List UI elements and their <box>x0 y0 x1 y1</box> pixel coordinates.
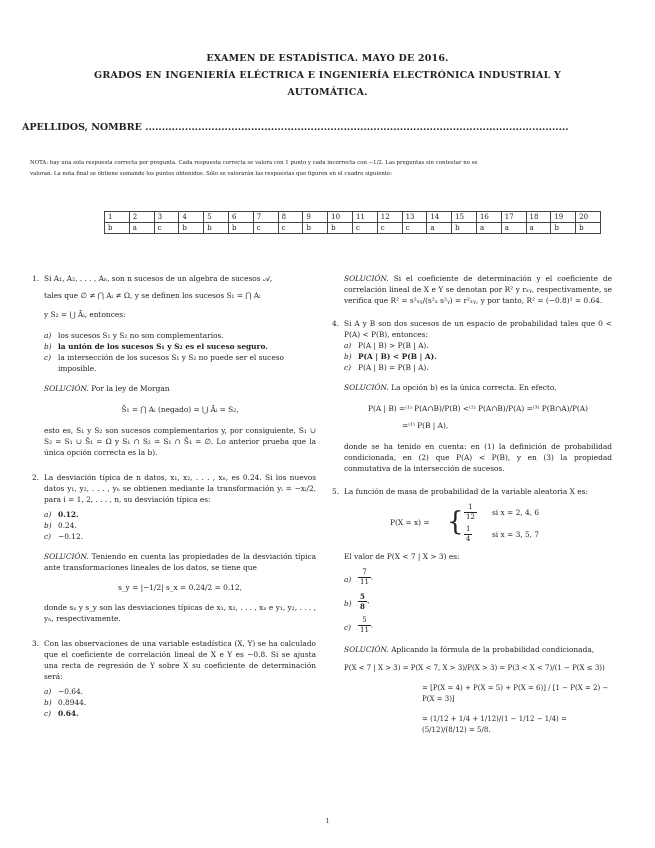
q2-solution-end: donde sₓ y s_y son las desviaciones típicas de x₁, x₂, . . . , xₙ e y₁, y₂, . . . , yₙ, respectivamente. <box>44 603 316 623</box>
q5-pmf-brace: { <box>447 507 464 537</box>
answer-cell[interactable]: b <box>179 223 204 234</box>
question-1 <box>32 273 316 458</box>
q5-number: 5. <box>332 487 340 496</box>
answer-cell[interactable]: c <box>377 223 402 234</box>
q5-formula-2: = [P(X = 4) + P(X = 5) + P(X = 6)] / [1 − P(X = 2) − P(X = 3)] <box>422 684 609 703</box>
q4-formula-1: P(A | B) =⁽¹⁾ P(A∩B)/P(B) <⁽²⁾ P(A∩B)/P(A) =⁽³⁾ P(B∩A)/P(A) <box>367 404 589 413</box>
answer-cell[interactable]: b <box>551 223 576 234</box>
q5-solution-text: Aplicando la fórmula de la probabilidad condicionada, <box>391 645 595 654</box>
q4-option-c[interactable]: c) P(A | B) = P(B | A). <box>344 363 429 372</box>
answer-cell[interactable]: c <box>402 223 427 234</box>
question-4 <box>332 318 612 474</box>
q1-option-b[interactable]: b) la unión de los sucesos S₁ y S₂ es el suceso seguro. <box>44 342 268 351</box>
q5-formula-1: P(X < 7 | X > 3) = P(X < 7, X > 3)/P(X > 3) = P(3 < X < 7)/(1 − P(X ≤ 3)) <box>344 664 605 672</box>
answer-number-cell: 11 <box>352 212 377 223</box>
q2-solution-text: Teniendo en cuenta las propiedades de la desviación típica ante transformaciones lineales de los datos, se tiene que <box>44 552 316 572</box>
q5-case2-cond: si x = 3, 5, 7 <box>492 530 540 539</box>
exam-degrees: GRADOS EN INGENIERÍA ELÉCTRICA E INGENIERÍA ELECTRÓNICA INDUSTRIAL Y <box>94 70 561 81</box>
answer-number-cell: 8 <box>278 212 303 223</box>
answer-cell[interactable]: a <box>476 223 501 234</box>
answer-cell[interactable]: a <box>427 223 452 234</box>
answer-cell[interactable]: b <box>328 223 353 234</box>
q5-pmf-lhs: P(X = x) = <box>390 518 430 527</box>
q2-formula: s_y = |−1/2| s_x = 0.24/2 = 0.12, <box>118 583 242 592</box>
answer-number-cell: 12 <box>377 212 402 223</box>
q2-solution <box>44 551 316 573</box>
q4-option-b[interactable]: b) P(A | B) < P(B | A). <box>344 352 437 361</box>
q4-solution <box>344 382 612 393</box>
q3-option-b[interactable]: b) 0.8944. <box>44 698 87 707</box>
q1-formula: S̄₁ = ⋂ Aᵢ (negado) = ⋃ Āᵢ = S₂, <box>121 405 239 414</box>
answer-cell[interactable]: a <box>526 223 551 234</box>
q1-stem-a: Si A₁, A₂, . . . , Aₙ, son n sucesos de un algebra de sucesos 𝒜, <box>44 274 273 283</box>
answer-cell[interactable]: b <box>452 223 477 234</box>
q1-option-c[interactable]: c) la intersección de los sucesos S₁ y S₂ no puede ser el suceso imposible. <box>44 353 284 373</box>
question-3 <box>32 638 316 719</box>
answer-number-cell: 2 <box>129 212 154 223</box>
q2-option-c[interactable]: c) −0.12. <box>44 532 83 541</box>
q5-option-a[interactable]: a) $\frac{7}{11}$ . <box>344 568 374 586</box>
q5-case2-frac: $\frac{1}{4}$ <box>466 525 471 543</box>
answer-number-cell: 7 <box>253 212 278 223</box>
note-line-2: valoran. La nota final se obtiene sumando los puntos obtenidos. Sólo se valorarán las respuestas que figuren en el cuadro siguiente: <box>30 171 393 177</box>
q4-number: 4. <box>332 319 340 328</box>
answer-cell[interactable]: a <box>129 223 154 234</box>
q4-option-a[interactable]: a) P(A | B) > P(B | A). <box>344 341 429 350</box>
right-column <box>332 273 612 736</box>
q3-option-c[interactable]: c) 0.64. <box>44 709 79 718</box>
q5-stem: La función de masa de probabilidad de la variable aleatoria X es: <box>344 487 588 496</box>
answer-number-cell: 9 <box>303 212 328 223</box>
answer-cell[interactable]: a <box>501 223 526 234</box>
q1-solution <box>44 383 316 394</box>
q1-solution-end: esto es, S₁ y S₂ son sucesos complementarios y, por consiguiente, S₁ ∪ S₂ = S₁ ∪ S̄₁ = Ω y S₁ ∩ S₂ = S₁ ∩ S̄₁ = ∅. Lo anterior prueba que la única opción correcta es la b). <box>44 426 316 457</box>
answer-cell[interactable]: b <box>303 223 328 234</box>
q4-formula-2: =⁽¹⁾ P(B | A), <box>402 421 449 430</box>
q5-formula-3: = (1/12 + 1/4 + 1/12)/(1 − 1/12 − 1/4) = (5/12)/(8/12) = 5/8. <box>422 715 567 734</box>
answer-cell[interactable]: c <box>253 223 278 234</box>
q5-case1-frac: $\frac{1}{12}$ <box>466 503 475 521</box>
q3-number: 3. <box>32 639 40 648</box>
q5-pmf <box>344 501 612 545</box>
q3-solution-label: SOLUCIÓN. <box>344 274 389 283</box>
answer-cell[interactable]: c <box>278 223 303 234</box>
answer-cell[interactable]: b <box>228 223 253 234</box>
q4-solution-text: La opción b) es la única correcta. En efecto, <box>391 383 557 392</box>
q2-stem: La desviación típica de n datos, x₁, x₂, . . . , xₙ, es 0.24. Si los nuevos datos y₁, y₂, . . . , yₙ se obtienen mediante la transformación yᵢ = −xᵢ/2, para i = 1, 2, . . . , n, su desviación típica es: <box>44 473 316 504</box>
answer-number-cell: 17 <box>501 212 526 223</box>
answer-number-cell: 18 <box>526 212 551 223</box>
answer-cell[interactable]: b <box>204 223 229 234</box>
q4-stem: Si A y B son dos sucesos de un espacio de probabilidad tales que 0 < P(A) < P(B), entonces: <box>344 319 612 339</box>
q3-stem: Con las observaciones de una variable estadística (X, Y) se ha calculado que el coeficiente de correlación lineal de X e Y es −0.8. Si se ajusta una recta de regresión de Y sobre X su coeficiente de determinación será: <box>44 639 316 681</box>
q3-solution <box>344 273 612 306</box>
answer-number-cell: 1 <box>105 212 130 223</box>
answer-number-cell: 19 <box>551 212 576 223</box>
q5-question: El valor de P(X < 7 | X > 3) es: <box>344 552 460 561</box>
q3-solution-text: Si el coeficiente de determinación y el coeficiente de correlación lineal de X e Y se denotan por R² y rₓᵧ, respectivamente, se verifica que R² = s²ₓᵧ/(s²ₓ s²ᵧ) = r²ₓᵧ, y por tanto, R² = (−0.8)² = 0.64. <box>344 274 612 305</box>
page-number: 1 <box>325 818 330 825</box>
q2-option-b[interactable]: b) 0.24. <box>44 521 77 530</box>
answer-cell[interactable]: b <box>576 223 601 234</box>
q5-solution-label: SOLUCIÓN. <box>344 645 389 654</box>
left-column <box>32 273 316 719</box>
name-line[interactable]: APELLIDOS, NOMBRE ................................................................................................................................ <box>22 122 569 133</box>
q2-option-a[interactable]: a) 0.12. <box>44 510 79 519</box>
q1-number: 1. <box>32 274 40 283</box>
q2-solution-label: SOLUCIÓN. <box>44 552 89 561</box>
answer-table <box>104 211 601 234</box>
answer-number-cell: 3 <box>154 212 179 223</box>
answer-number-cell: 10 <box>328 212 353 223</box>
answer-number-cell: 13 <box>402 212 427 223</box>
q1-option-a[interactable]: a) los sucesos S₁ y S₂ no son complementarios. <box>44 331 224 340</box>
q1-stem-b: tales que ∅ ≠ ⋂ Aᵢ ≠ Ω, y se definen los sucesos S₁ = ⋂ Aᵢ <box>44 291 261 300</box>
answer-number-cell: 20 <box>576 212 601 223</box>
answer-number-cell: 15 <box>452 212 477 223</box>
q5-option-b[interactable]: b) $\frac{5}{8}$ . <box>344 592 370 611</box>
answer-table-numbers <box>105 212 601 223</box>
q5-solution <box>344 644 612 655</box>
q4-solution-label: SOLUCIÓN. <box>344 383 389 392</box>
q2-number: 2. <box>32 473 40 482</box>
exam-degrees-cont: AUTOMÁTICA. <box>287 87 368 98</box>
answer-cell[interactable]: c <box>154 223 179 234</box>
note-line-1: NOTA: hay una sola respuesta correcta por pregunta. Cada respuesta correcta se valora con 1 punto y cada incorrecta con −1/2. Las preguntas sin contestar no se <box>30 160 478 166</box>
q5-option-c[interactable]: c) $\frac{5}{11}$ . <box>344 616 374 634</box>
answer-table-answers[interactable] <box>105 223 601 234</box>
exam-title: EXAMEN DE ESTADÍSTICA. MAYO DE 2016. <box>206 53 449 64</box>
question-2 <box>32 472 316 624</box>
q5-case1-cond: si x = 2, 4, 6 <box>492 508 540 517</box>
answer-cell[interactable]: b <box>105 223 130 234</box>
q4-solution-end: donde se ha tenido en cuenta: en (1) la definición de probabilidad condicionada, en (2) que P(A) < P(B), y en (3) la propiedad conmutativa de la intersección de sucesos. <box>344 442 612 473</box>
question-5 <box>332 486 612 736</box>
q3-option-a[interactable]: a) −0.64. <box>44 687 83 696</box>
answer-cell[interactable]: c <box>352 223 377 234</box>
answer-number-cell: 14 <box>427 212 452 223</box>
answer-number-cell: 6 <box>228 212 253 223</box>
q1-solution-label: SOLUCIÓN. <box>44 384 89 393</box>
q1-stem-c: y S₂ = ⋃ Āᵢ, entonces: <box>44 310 126 319</box>
answer-number-cell: 5 <box>204 212 229 223</box>
q1-solution-text: Por la ley de Morgan <box>91 384 170 393</box>
answer-number-cell: 4 <box>179 212 204 223</box>
answer-number-cell: 16 <box>476 212 501 223</box>
